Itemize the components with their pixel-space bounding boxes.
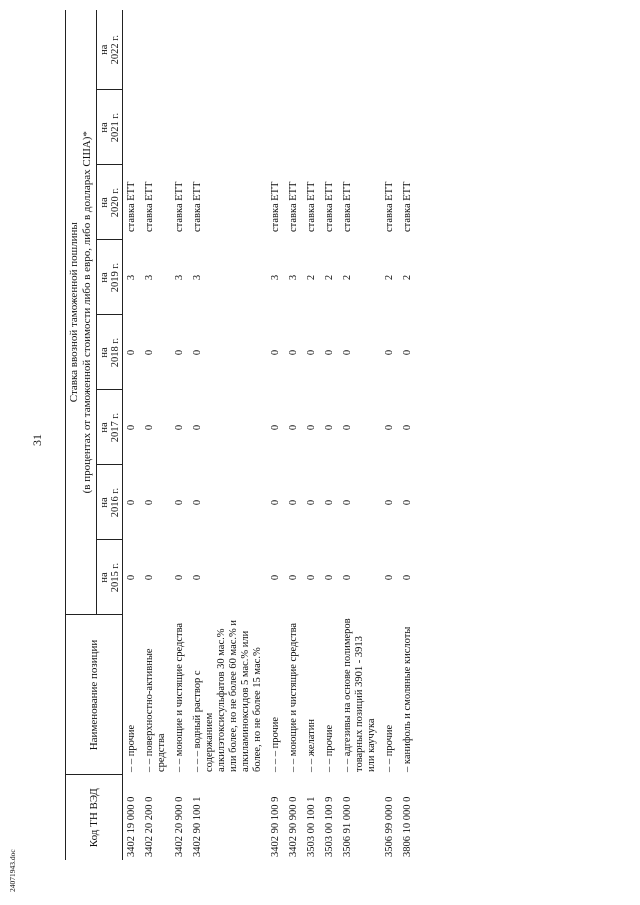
table-header: [66, 10, 123, 860]
row-2015: 0: [144, 574, 155, 581]
header-year-2021: на 2021 г.: [97, 90, 123, 165]
row-2015: 0: [402, 574, 413, 581]
row-2021: [381, 90, 399, 165]
row-2017: 0: [270, 424, 281, 431]
row-2015: 0: [324, 574, 335, 581]
row-2018: 0: [402, 349, 413, 356]
row-2016: 0: [126, 499, 137, 506]
row-2018: 0: [306, 349, 317, 356]
row-2019: 2: [402, 274, 413, 281]
row-2021: [285, 90, 303, 165]
row-name: – – – водный раствор с содержанием алкилэтоксисульфатов 30 мас.% или более, но не более 60 мас.% и алкиламиноксидов 5 мас.% или более, но не более 15 мас.%: [192, 619, 263, 772]
table-body: [123, 10, 418, 860]
row-2016: 0: [270, 499, 281, 506]
file-name: 24071943.doc: [8, 849, 17, 892]
header-rate: [66, 10, 97, 615]
row-2019: 2: [324, 274, 335, 281]
row-2015: 0: [174, 574, 185, 581]
row-code: 3506 91 000 0: [342, 796, 353, 857]
row-2017: 0: [306, 424, 317, 431]
row-2018: 0: [288, 349, 299, 356]
row-2022: [189, 10, 267, 90]
row-2017: 0: [288, 424, 299, 431]
row-2017: 0: [126, 424, 137, 431]
row-2020: ставка ЕТТ: [342, 181, 353, 232]
row-2015: 0: [192, 574, 203, 581]
row-2016: 0: [324, 499, 335, 506]
row-name: – – – прочие: [270, 716, 281, 772]
row-2019: 3: [288, 274, 299, 281]
row-name: – – поверхностно-активные средства: [144, 648, 167, 772]
row-2021: [303, 90, 321, 165]
row-2016: 0: [342, 499, 353, 506]
table-row: [141, 10, 171, 860]
row-2021: [399, 90, 417, 165]
header-rate-title: Ставка ввозной таможенной пошлины: [68, 222, 80, 403]
row-2016: 0: [306, 499, 317, 506]
table-row: [381, 10, 399, 860]
row-2019: 3: [270, 274, 281, 281]
row-2015: 0: [384, 574, 395, 581]
row-2020: ставка ЕТТ: [324, 181, 335, 232]
table-row: [285, 10, 303, 860]
header-year-2018: на 2018 г.: [97, 315, 123, 390]
row-2022: [399, 10, 417, 90]
page-number: 31: [30, 434, 44, 446]
row-2020: ставка ЕТТ: [174, 181, 185, 232]
row-2016: 0: [402, 499, 413, 506]
row-2016: 0: [384, 499, 395, 506]
table-row: [339, 10, 381, 860]
header-year-2020: на 2020 г.: [97, 165, 123, 240]
header-year-2019: на 2019 г.: [97, 240, 123, 315]
row-name: – – моющие и чистящие средства: [288, 622, 299, 772]
row-2022: [303, 10, 321, 90]
row-2021: [267, 90, 285, 165]
row-code: 3402 20 200 0: [144, 796, 155, 857]
row-2017: 0: [174, 424, 185, 431]
row-code: 3402 20 900 0: [174, 796, 185, 857]
row-2019: 3: [192, 274, 203, 281]
row-code: 3506 99 000 0: [384, 796, 395, 857]
row-2016: 0: [174, 499, 185, 506]
row-name: – – моющие и чистящие средства: [174, 622, 185, 772]
row-2015: 0: [306, 574, 317, 581]
row-2015: 0: [126, 574, 137, 581]
row-name: – – желатин: [306, 719, 317, 772]
row-2022: [285, 10, 303, 90]
row-2021: [171, 90, 189, 165]
row-2021: [339, 90, 381, 165]
row-2019: 2: [384, 274, 395, 281]
row-2020: ставка ЕТТ: [144, 181, 155, 232]
row-code: 3402 19 000 0: [126, 796, 137, 857]
header-name: Наименование позиции: [66, 615, 123, 775]
header-year-2017: на 2017 г.: [97, 390, 123, 465]
row-2022: [381, 10, 399, 90]
row-code: 3402 90 100 1: [192, 796, 203, 857]
row-2021: [189, 90, 267, 165]
row-2020: ставка ЕТТ: [306, 181, 317, 232]
table-row: [171, 10, 189, 860]
row-2019: 3: [144, 274, 155, 281]
header-year-2016: на 2016 г.: [97, 465, 123, 540]
row-2018: 0: [144, 349, 155, 356]
row-2017: 0: [324, 424, 335, 431]
table-row: [267, 10, 285, 860]
row-2016: 0: [144, 499, 155, 506]
row-code: 3806 10 000 0: [402, 796, 413, 857]
row-2018: 0: [174, 349, 185, 356]
row-2021: [123, 90, 142, 165]
row-name: – канифоль и смоляные кислоты: [402, 626, 413, 772]
row-2018: 0: [192, 349, 203, 356]
row-code: 3402 90 900 0: [288, 796, 299, 857]
row-2022: [321, 10, 339, 90]
row-2019: 3: [126, 274, 137, 281]
table-row: [123, 10, 142, 860]
row-2020: ставка ЕТТ: [126, 181, 137, 232]
row-name: – – прочие: [384, 724, 395, 772]
row-code: 3402 90 100 9: [270, 796, 281, 857]
row-code: 3503 00 100 1: [306, 796, 317, 857]
row-2018: 0: [384, 349, 395, 356]
header-year-2015: на 2015 г.: [97, 540, 123, 615]
row-2020: ставка ЕТТ: [402, 181, 413, 232]
row-2019: 2: [342, 274, 353, 281]
row-2018: 0: [126, 349, 137, 356]
row-2019: 3: [174, 274, 185, 281]
rotated-page: [65, 10, 625, 860]
row-2018: 0: [270, 349, 281, 356]
row-2017: 0: [402, 424, 413, 431]
row-2017: 0: [384, 424, 395, 431]
table-row: [321, 10, 339, 860]
row-2015: 0: [288, 574, 299, 581]
row-2020: ставка ЕТТ: [384, 181, 395, 232]
row-2017: 0: [144, 424, 155, 431]
row-2022: [171, 10, 189, 90]
row-name: – – прочие: [126, 724, 137, 772]
header-rate-subtitle: (в процентах от таможенной стоимости либо в евро, либо в долларах США)*: [81, 131, 93, 494]
row-2020: ставка ЕТТ: [270, 181, 281, 232]
row-2015: 0: [270, 574, 281, 581]
row-2016: 0: [288, 499, 299, 506]
header-code: Код ТН ВЭД: [66, 775, 123, 860]
table-row: [303, 10, 321, 860]
row-2020: ставка ЕТТ: [192, 181, 203, 232]
row-2015: 0: [342, 574, 353, 581]
row-2016: 0: [192, 499, 203, 506]
row-2022: [339, 10, 381, 90]
row-2021: [321, 90, 339, 165]
row-name: – – прочие: [324, 724, 335, 772]
row-2022: [267, 10, 285, 90]
tariff-table: [65, 10, 417, 860]
row-2018: 0: [324, 349, 335, 356]
header-year-2022: на 2022 г.: [97, 10, 123, 90]
row-code: 3503 00 100 9: [324, 796, 335, 857]
row-2017: 0: [192, 424, 203, 431]
row-2019: 2: [306, 274, 317, 281]
row-2022: [123, 10, 142, 90]
table-row: [399, 10, 417, 860]
table-row: [189, 10, 267, 860]
row-2021: [141, 90, 171, 165]
row-name: – – адгезивы на основе полимеров товарных позиций 3901 - 3913 или каучука: [342, 618, 377, 772]
row-2020: ставка ЕТТ: [288, 181, 299, 232]
row-2022: [141, 10, 171, 90]
row-2018: 0: [342, 349, 353, 356]
row-2017: 0: [342, 424, 353, 431]
